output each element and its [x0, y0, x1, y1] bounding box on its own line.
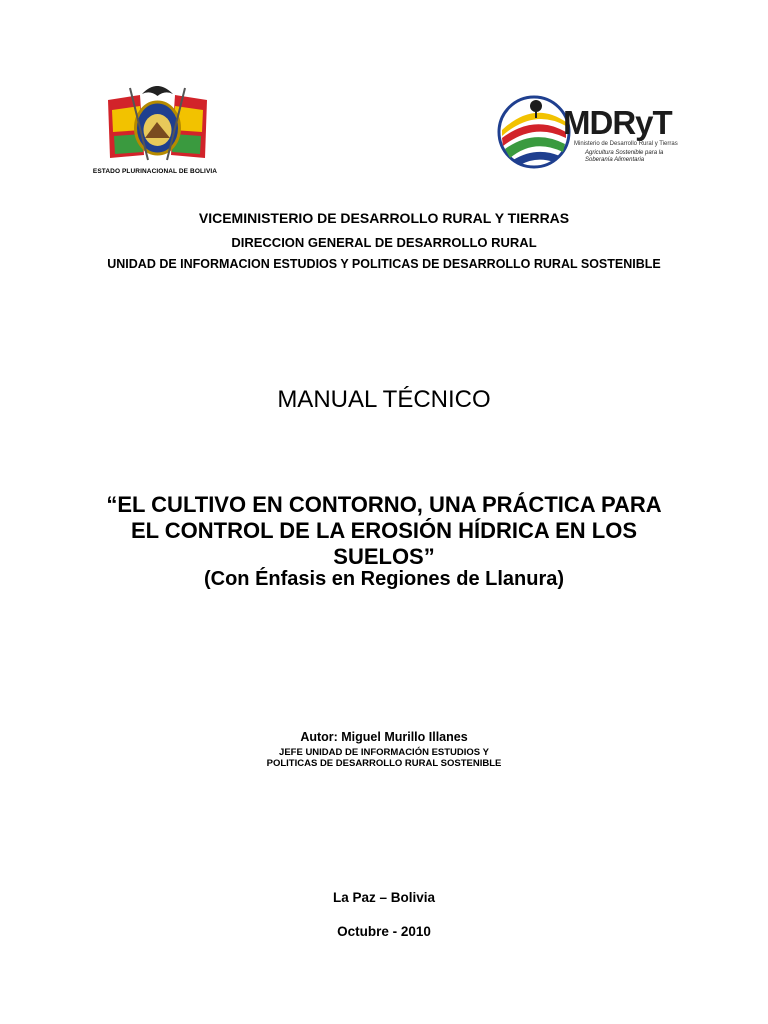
direccion-heading: DIRECCION GENERAL DE DESARROLLO RURAL	[231, 235, 537, 250]
title-line-1: “EL CULTIVO EN CONTORNO, UNA PRÁCTICA PARA	[106, 492, 662, 517]
author-name: Autor: Miguel Murillo Illanes	[300, 730, 468, 744]
author-role-line-1: JEFE UNIDAD DE INFORMACIÓN ESTUDIOS Y	[279, 747, 489, 758]
title-line-3: SUELOS”	[333, 544, 435, 569]
title-line-2: EL CONTROL DE LA EROSIÓN HÍDRICA EN LOS	[130, 518, 638, 543]
document-subtitle: (Con Énfasis en Regiones de Llanura)	[203, 568, 565, 590]
author-role-line-2: POLITICAS DE DESARROLLO RURAL SOSTENIBLE	[266, 758, 502, 769]
document-title	[0, 492, 768, 570]
viceministerio-heading: VICEMINISTERIO DE DESARROLLO RURAL Y TIERRAS	[198, 210, 570, 226]
publication-date: Octubre - 2010	[337, 924, 431, 939]
logo-subtitle: Ministerio de Desarrollo Rural y Tierras	[574, 141, 678, 147]
coat-caption: ESTADO PLURINACIONAL DE BOLIVIA	[92, 168, 218, 175]
unidad-heading: UNIDAD DE INFORMACION ESTUDIOS Y POLITICAS DE DESARROLLO RURAL SOSTENIBLE	[107, 257, 661, 271]
publication-place: La Paz – Bolivia	[332, 890, 436, 905]
logo-tagline: Agricultura Sostenible para la Soberanía Alimentaria	[585, 150, 664, 163]
document-type: MANUAL TÉCNICO	[277, 386, 491, 413]
logo-name: MDRyT	[563, 104, 672, 141]
bolivia-coat-of-arms-icon	[100, 80, 215, 170]
